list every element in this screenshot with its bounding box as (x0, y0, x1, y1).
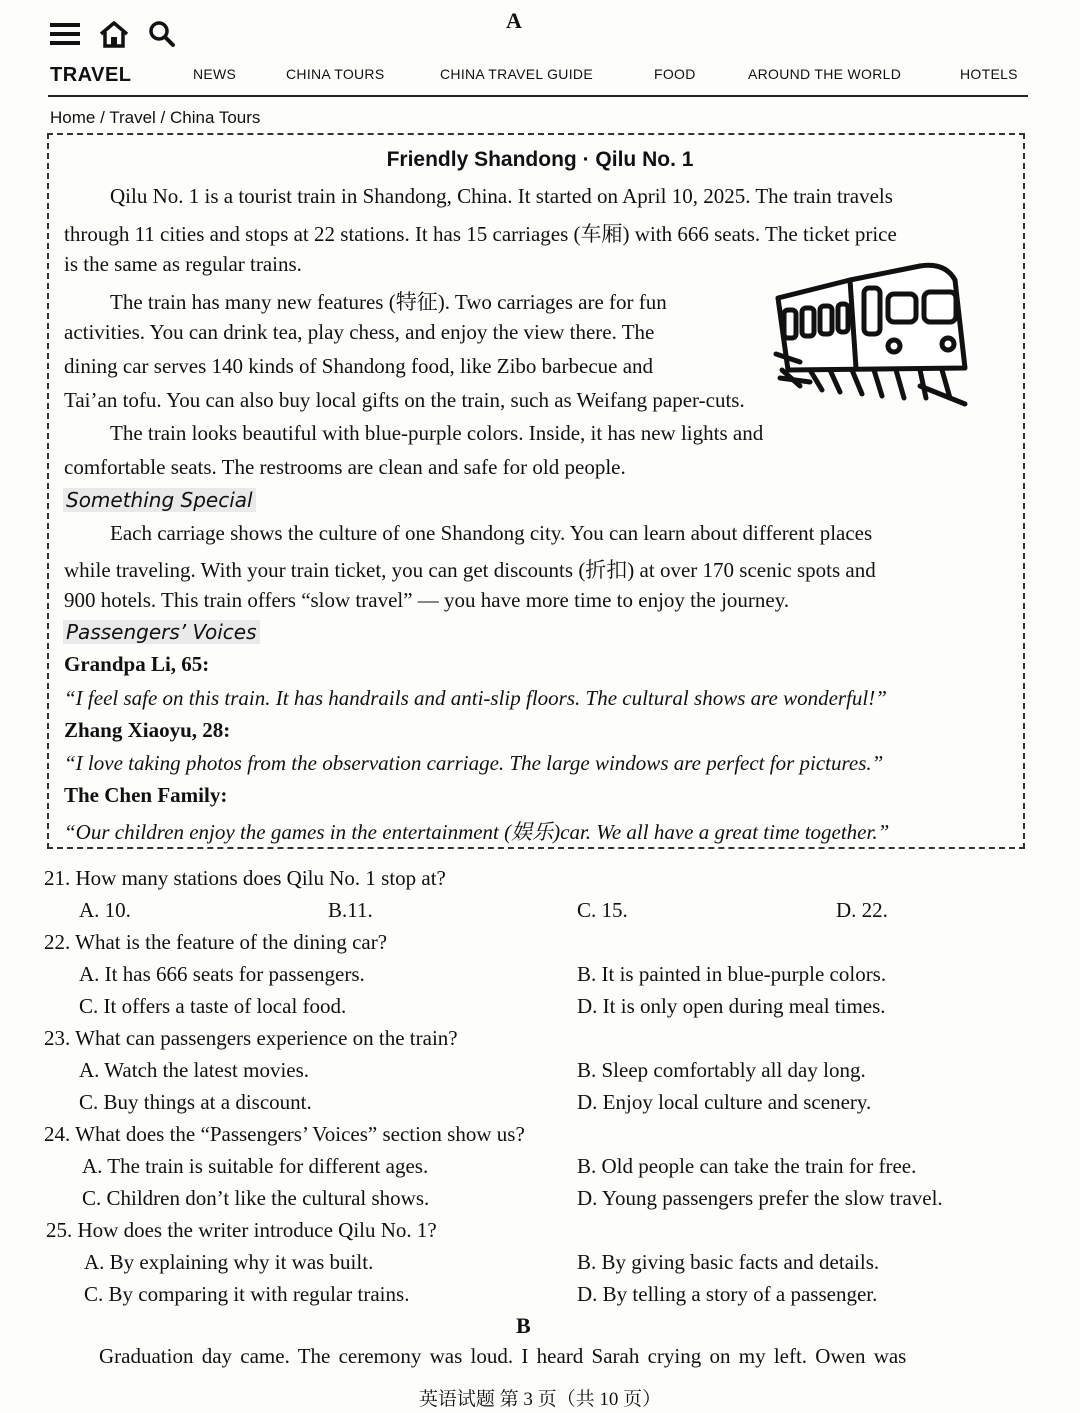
option-23-c: C. Buy things at a discount. (79, 1090, 312, 1114)
option-23-b: B. Sleep comfortably all day long. (577, 1058, 866, 1082)
article-p1-line2: through 11 cities and stops at 22 stations. It has 15 carriages (车厢) with 666 seats. The ticket price (64, 222, 897, 246)
option-21-a: A. 10. (79, 898, 131, 922)
option-22-a: A. It has 666 seats for passengers. (79, 962, 365, 986)
voice-quote-2: “I love taking photos from the observation carriage. The large windows are perfect for pictures.” (64, 751, 884, 775)
option-23-d: D. Enjoy local culture and scenery. (577, 1090, 872, 1114)
nav-divider (48, 95, 1028, 97)
article-p1-line1: Qilu No. 1 is a tourist train in Shandong, China. It started on April 10, 2025. The train travels (110, 184, 893, 208)
option-21-d: D. 22. (836, 898, 888, 922)
option-21-b: B.11. (328, 898, 373, 922)
nav-food[interactable]: FOOD (654, 66, 696, 82)
voice-speaker-1: Grandpa Li, 65: (64, 652, 210, 676)
question-21: 21. How many stations does Qilu No. 1 stop at? (44, 866, 446, 890)
nav-news[interactable]: NEWS (193, 66, 237, 82)
question-23: 23. What can passengers experience on the train? (44, 1026, 458, 1050)
option-24-d: D. Young passengers prefer the slow travel. (577, 1186, 943, 1210)
article-p1-line3: is the same as regular trains. (64, 252, 302, 276)
option-22-d: D. It is only open during meal times. (577, 994, 886, 1018)
option-24-b: B. Old people can take the train for free. (577, 1154, 917, 1178)
page-footer: 英语试题 第 3 页（共 10 页） (418, 1389, 662, 1410)
voice-speaker-3: The Chen Family: (64, 783, 228, 807)
option-25-d: D. By telling a story of a passenger. (577, 1282, 878, 1306)
nav-china-tours[interactable]: CHINA TOURS (286, 66, 385, 82)
option-22-b: B. It is painted in blue-purple colors. (577, 962, 887, 986)
option-21-c: C. 15. (577, 898, 628, 922)
option-23-a: A. Watch the latest movies. (79, 1058, 310, 1082)
section-a-label: A (506, 8, 522, 33)
nav-hotels[interactable]: HOTELS (960, 66, 1018, 82)
article-p4-line2: while traveling. With your train ticket, you can get discounts (折扣) at over 170 scenic spots and (64, 558, 876, 582)
article-p2-line2: activities. You can drink tea, play chess, and enjoy the view there. The (64, 320, 655, 344)
header-icons (50, 20, 176, 48)
article-p4-line3: 900 hotels. This train offers “slow travel” — you have more time to enjoy the journey. (64, 588, 790, 612)
voice-quote-1: “I feel safe on this train. It has handrails and anti-slip floors. The cultural shows are wonderful!” (64, 686, 887, 710)
option-25-a: A. By explaining why it was built. (84, 1250, 374, 1274)
nav-china-travel-guide[interactable]: CHINA TRAVEL GUIDE (440, 66, 593, 82)
article-title: Friendly Shandong · Qilu No. 1 (386, 148, 694, 171)
breadcrumb[interactable]: Home / Travel / China Tours (50, 108, 261, 127)
option-22-c: C. It offers a taste of local food. (79, 994, 347, 1018)
voice-quote-3: “Our children enjoy the games in the entertainment (娱乐)car. We all have a great time together.” (64, 820, 890, 844)
menu-icon[interactable] (50, 22, 80, 46)
heading-passengers-voices: Passengers’ Voices (63, 620, 260, 644)
train-illustration (770, 258, 975, 418)
article-p2-line1: The train has many new features (特征). Two carriages are for fun (110, 290, 667, 314)
question-24: 24. What does the “Passengers’ Voices” section show us? (44, 1122, 525, 1146)
question-22: 22. What is the feature of the dining car? (44, 930, 388, 954)
nav-around-the-world[interactable]: AROUND THE WORLD (748, 66, 902, 82)
article-p2-line4: Tai’an tofu. You can also buy local gifts on the train, such as Weifang paper-cuts. (64, 388, 745, 412)
heading-something-special: Something Special (63, 488, 256, 512)
article-p2-line3: dining car serves 140 kinds of Shandong food, like Zibo barbecue and (64, 354, 654, 378)
option-25-c: C. By comparing it with regular trains. (84, 1282, 410, 1306)
search-icon[interactable] (148, 20, 176, 48)
option-24-c: C. Children don’t like the cultural shows. (82, 1186, 430, 1210)
article-p3-line1: The train looks beautiful with blue-purple colors. Inside, it has new lights and (110, 421, 764, 445)
article-p3-line2: comfortable seats. The restrooms are clean and safe for old people. (64, 455, 626, 479)
voice-speaker-2: Zhang Xiaoyu, 28: (64, 718, 231, 742)
option-24-a: A. The train is suitable for different ages. (82, 1154, 429, 1178)
home-icon[interactable] (98, 20, 130, 48)
option-25-b: B. By giving basic facts and details. (577, 1250, 880, 1274)
section-b-label: B (516, 1313, 531, 1338)
brand-logo[interactable]: TRAVEL (50, 64, 132, 86)
section-b-text: Graduation day came. The ceremony was loud. I heard Sarah crying on my left. Owen was (99, 1344, 907, 1368)
question-25: 25. How does the writer introduce Qilu No. 1? (46, 1218, 437, 1242)
article-p4-line1: Each carriage shows the culture of one Shandong city. You can learn about different places (110, 521, 873, 545)
